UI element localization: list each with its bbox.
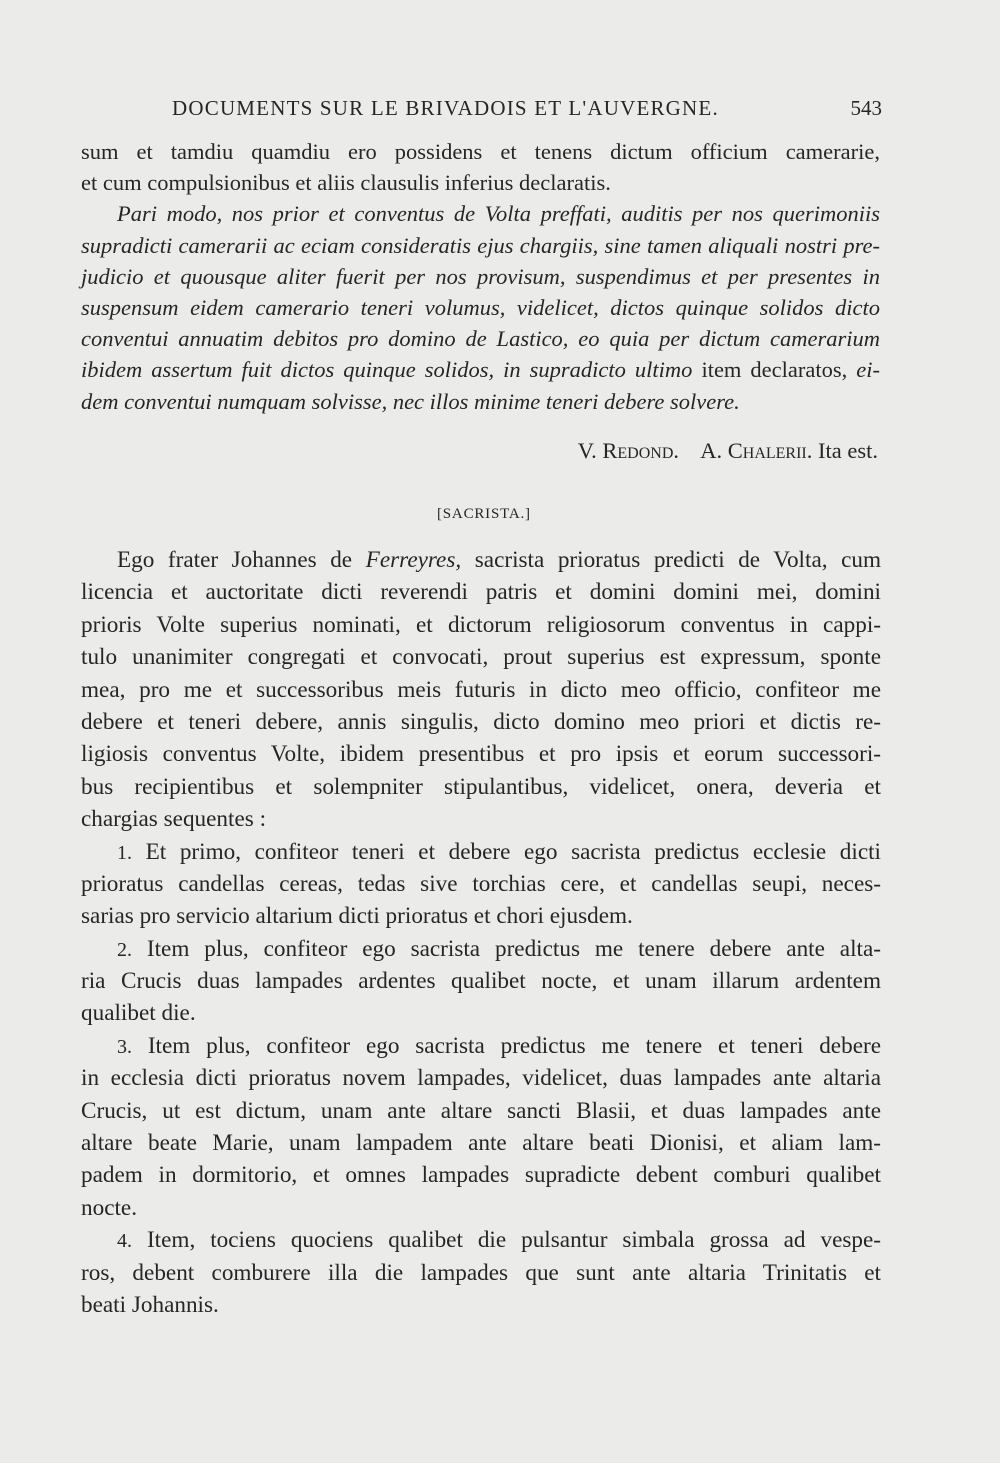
text-line bbox=[81, 1030, 881, 1062]
text-fragment: ibidem assertum fuit dictos quinque solidos, in supradicto ultimo bbox=[81, 357, 693, 383]
text-line: prioratus candellas cereas, tedas sive torchias cere, et candellas seupi, neces- bbox=[81, 870, 881, 897]
text-line: qualibet die. bbox=[81, 1000, 196, 1027]
text-line: debere et teneri debere, annis singulis, dicto domino meo priori et dictis re- bbox=[81, 708, 881, 735]
text-fragment: Item plus, confiteor ego sacrista predictus me tenere et teneri debere bbox=[147, 1032, 881, 1059]
text-line bbox=[81, 544, 881, 576]
text-line: licencia et auctoritate dicti reverendi patris et domini domini mei, domini bbox=[81, 579, 881, 606]
text-line: chargias sequentes : bbox=[81, 806, 267, 833]
text-line: nocte. bbox=[81, 1194, 138, 1221]
text-line: conventui annuatim debitos pro domino de Lastico, eo quia per dictum camerarium bbox=[81, 326, 880, 352]
text-line: ligiosis conventus Volte, ibidem presentibus et pro ipsis et eorum successori- bbox=[81, 741, 881, 768]
text-fragment: ei- bbox=[856, 357, 881, 383]
signatory-initial: A. bbox=[700, 438, 723, 463]
item-number: 4. bbox=[117, 1230, 132, 1253]
text-fragment: Item plus, confiteor ego sacrista predictus me tenere debere ante alta- bbox=[146, 935, 881, 962]
text-line: Crucis, ut est dictum, unam ante altare sancti Blasii, et duas lampades ante bbox=[81, 1097, 881, 1124]
text-fragment: Ferreyres, bbox=[365, 547, 462, 573]
signatory-name: Chalerii. bbox=[727, 438, 813, 463]
text-line bbox=[81, 836, 881, 868]
item-number: 3. bbox=[117, 1035, 132, 1058]
text-fragment: sacrista prioratus predicti de Volta, cum bbox=[474, 547, 882, 573]
running-title: DOCUMENTS SUR LE BRIVADOIS ET L'AUVERGNE. bbox=[172, 96, 719, 120]
text-line: supradicti camerarii ac eciam consideratis ejus chargiis, sine tamen aliquali nostri pre- bbox=[81, 232, 880, 258]
charter-text-upper bbox=[81, 136, 880, 417]
text-line: beati Johannis. bbox=[81, 1291, 219, 1318]
text-line: mea, pro me et successoribus meis futuris in dicto meo officio, confiteor me bbox=[81, 676, 881, 703]
charter-text-sacrista bbox=[81, 544, 881, 1321]
text-line: dem conventui numquam solvisse, nec illos minime teneri debere solvere. bbox=[81, 388, 740, 414]
item-number: 2. bbox=[117, 938, 132, 961]
text-line: Pari modo, nos prior et conventus de Volta preffati, auditis per nos querimoniis bbox=[117, 201, 880, 227]
signatory-initial: V. bbox=[577, 438, 597, 463]
text-line: bus recipientibus et solempniter stipulantibus, videlicet, onera, deveria et bbox=[81, 773, 881, 800]
text-line: sum et tamdiu quamdiu ero possidens et tenens dictum officium camerarie, bbox=[81, 139, 880, 164]
text-line bbox=[81, 1224, 881, 1256]
text-line: tulo unanimiter congregati et convocati, prout superius est expressum, sponte bbox=[81, 644, 881, 671]
text-fragment: Et primo, confiteor teneri et debere ego sacrista predictus ecclesie dicti bbox=[145, 838, 881, 865]
text-line: judicio et quousque aliter fuerit per nos provisum, suspendimus et per presentes in bbox=[81, 263, 880, 289]
running-head bbox=[172, 96, 882, 126]
signature-closing: Ita est. bbox=[818, 438, 878, 463]
text-line bbox=[81, 354, 880, 385]
signature-line bbox=[578, 438, 878, 464]
page-number: 543 bbox=[850, 96, 882, 120]
text-fragment: Ego frater Johannes de bbox=[117, 547, 353, 573]
text-line: altare beate Marie, unam lampadem ante altare beati Dionisi, et aliam lam- bbox=[81, 1130, 881, 1157]
text-line: ros, debent comburere illa die lampades que sunt ante altaria Trinitatis et bbox=[81, 1259, 881, 1286]
text-line: padem in dormitorio, et omnes lampades supradicte debent comburi qualibet bbox=[81, 1162, 881, 1189]
signatory-name: Redond. bbox=[602, 438, 679, 463]
text-line: suspensum eidem camerario teneri volumus, videlicet, dictos quinque solidos dicto bbox=[81, 294, 880, 320]
text-line: sarias pro servicio altarium dicti prioratus et chori ejusdem. bbox=[81, 903, 633, 930]
text-line: ria Crucis duas lampades ardentes qualibet nocte, et unam illarum ardentem bbox=[81, 968, 881, 995]
section-heading: [SACRISTA.] bbox=[437, 506, 531, 522]
text-fragment: Item, tociens quociens qualibet die pulsantur simbala grossa ad vespe- bbox=[146, 1227, 881, 1254]
item-number: 1. bbox=[117, 841, 132, 864]
text-line: in ecclesia dicti prioratus novem lampades, videlicet, duas lampades ante altaria bbox=[81, 1065, 881, 1092]
text-line: et cum compulsionibus et aliis clausulis inferius declaratis. bbox=[81, 170, 611, 196]
text-fragment: item declaratos, bbox=[701, 357, 848, 383]
text-line: prioris Volte superius nominati, et dictorum religiosorum conventus in cappi- bbox=[81, 611, 881, 638]
text-line bbox=[81, 933, 881, 965]
